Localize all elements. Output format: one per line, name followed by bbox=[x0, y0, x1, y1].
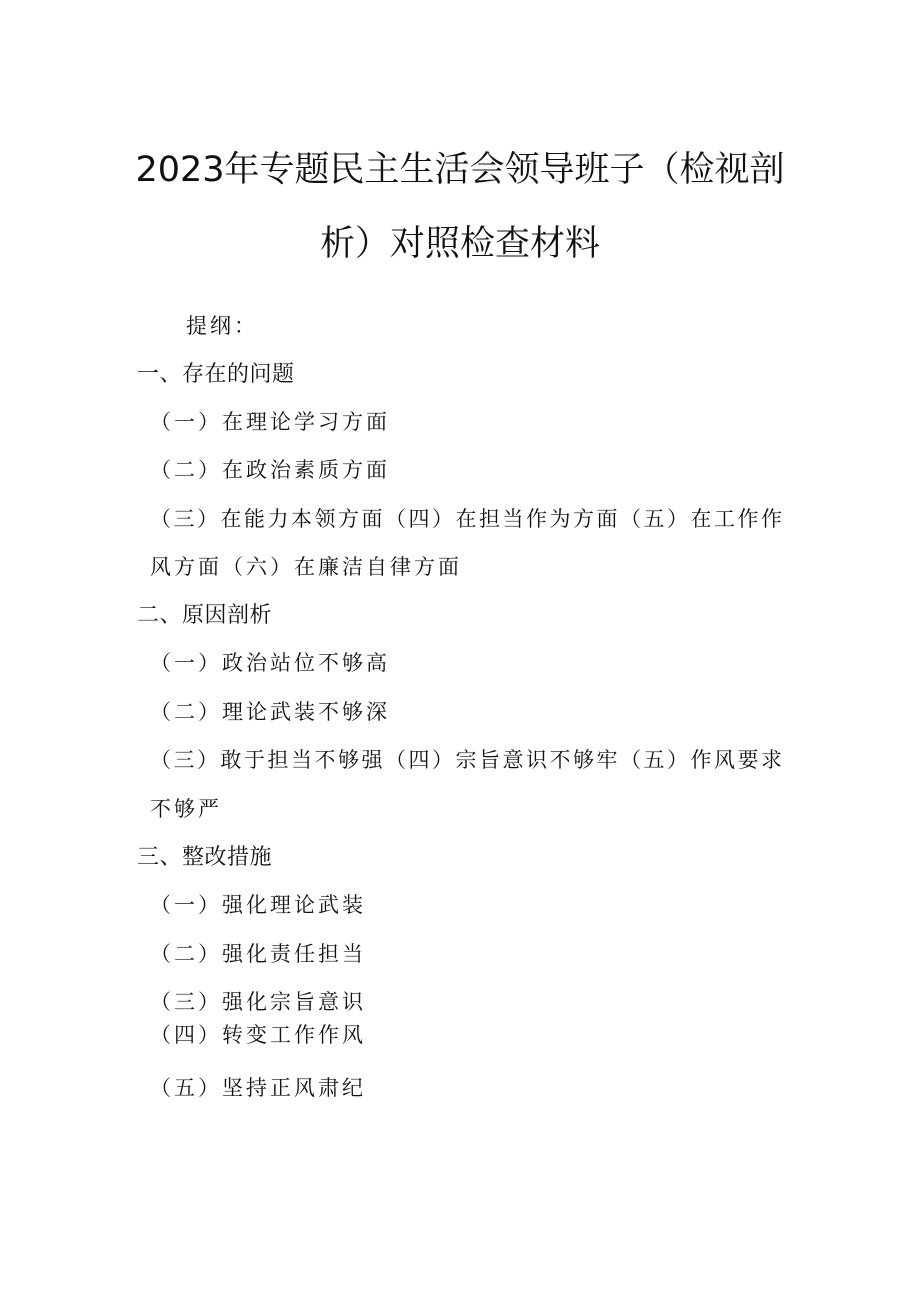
outline-label: 提纲： bbox=[186, 314, 258, 338]
problems-item-3-line-2: 风方面（六）在廉洁自律方面 bbox=[150, 555, 462, 579]
causes-item-3-line-2: 不够严 bbox=[150, 797, 222, 821]
causes-item-3-line-1: （三）敢于担当不够强（四）宗旨意识不够牢（五）作风要求 bbox=[150, 748, 782, 772]
measures-item-5: （五）坚持正风肃纪 bbox=[150, 1076, 366, 1100]
measures-item-2: （二）强化责任担当 bbox=[150, 942, 366, 966]
measures-item-4: （四）转变工作作风 bbox=[150, 1023, 366, 1047]
problems-item-1: （一）在理论学习方面 bbox=[150, 410, 390, 434]
document-title-line-2: 析）对照检查材料 bbox=[319, 224, 600, 264]
section-heading-causes: 二、原因剖析 bbox=[137, 603, 273, 628]
causes-item-1: （一）政治站位不够高 bbox=[150, 651, 390, 675]
document-title-line-1: 2023年专题民主生活会领导班子（检视剖 bbox=[135, 150, 785, 190]
causes-item-2: （二）理论武装不够深 bbox=[150, 700, 390, 724]
section-heading-measures: 三、整改措施 bbox=[137, 845, 273, 870]
section-heading-problems: 一、存在的问题 bbox=[137, 362, 295, 387]
measures-item-1: （一）强化理论武装 bbox=[150, 893, 366, 917]
measures-item-3: （三）强化宗旨意识 bbox=[150, 990, 366, 1014]
problems-item-2: （二）在政治素质方面 bbox=[150, 458, 390, 482]
problems-item-3-line-1: （三）在能力本领方面（四）在担当作为方面（五）在工作作 bbox=[150, 507, 782, 531]
